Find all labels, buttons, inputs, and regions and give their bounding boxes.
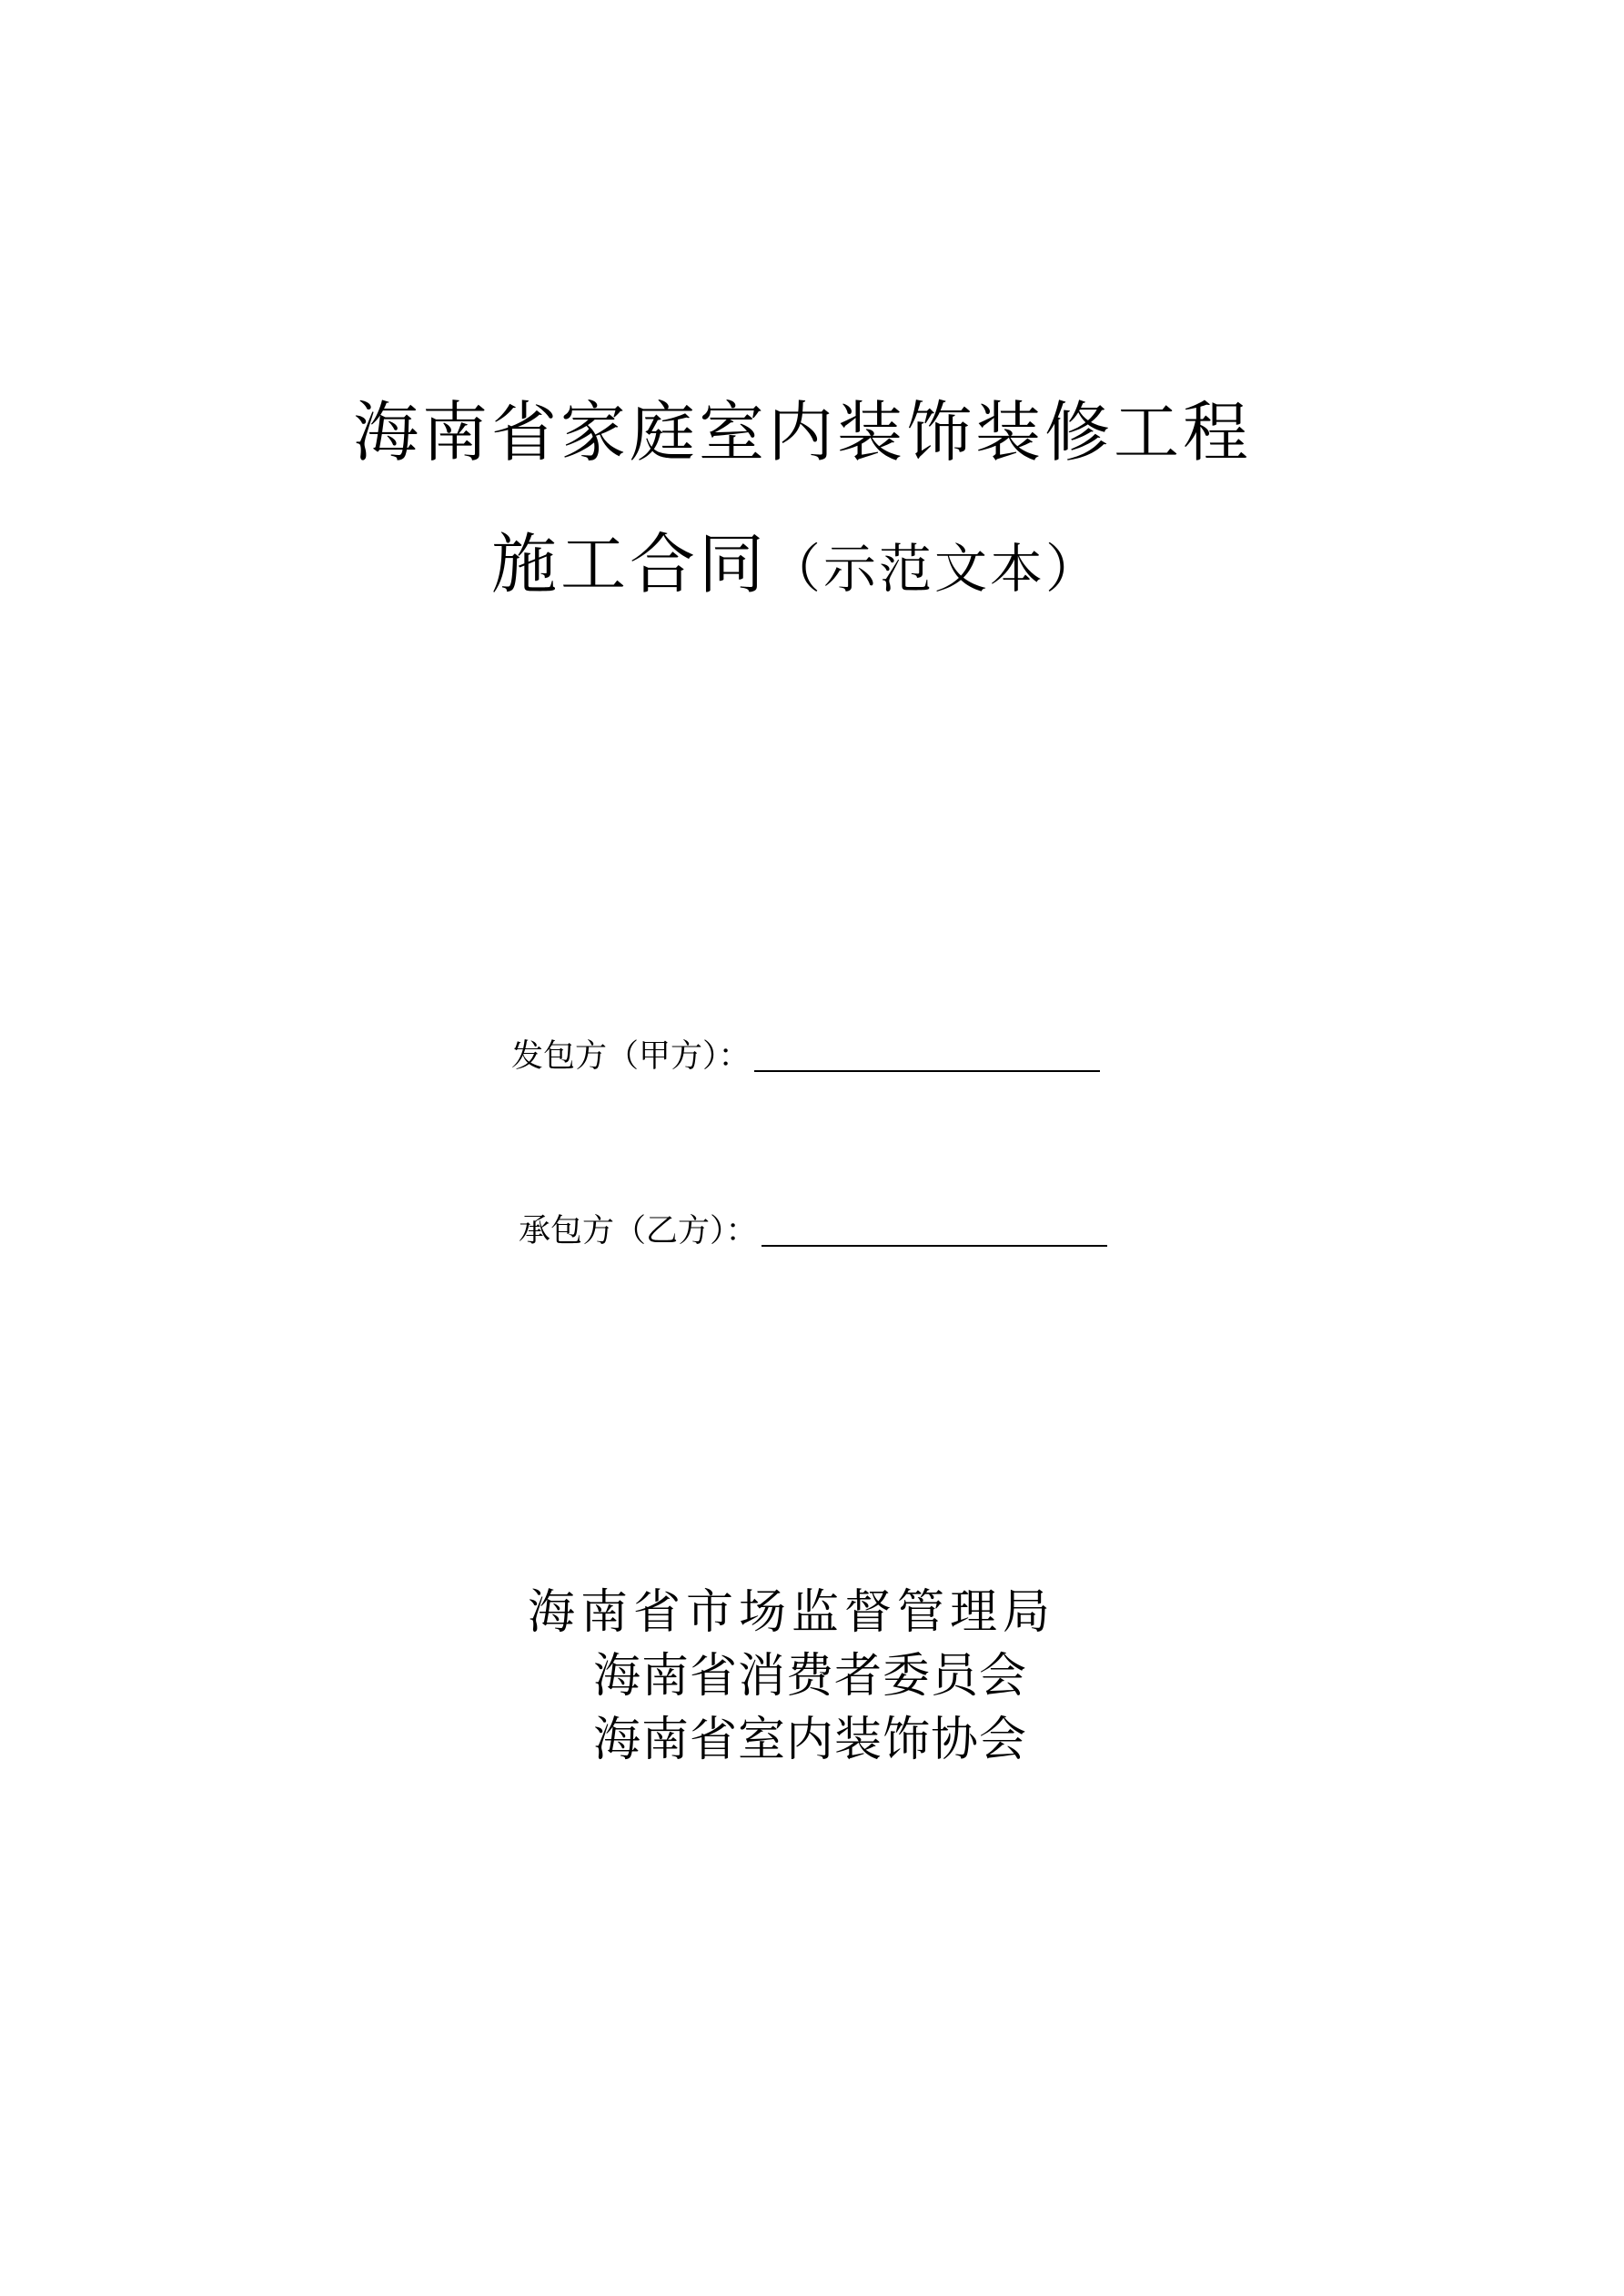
party-b-row bbox=[519, 1209, 1107, 1254]
party-a-label: 发包方（甲方）： bbox=[511, 1038, 751, 1075]
document-title-main: 施工合同 bbox=[491, 526, 769, 602]
party-a-blank bbox=[754, 1070, 1100, 1072]
document-title-edition: （示范文本） bbox=[768, 538, 1102, 600]
issuer-decoration-association: 海南省室内装饰协会 bbox=[593, 1713, 1028, 1767]
party-b-label: 承包方（乙方）： bbox=[519, 1213, 758, 1249]
party-b-blank bbox=[762, 1245, 1107, 1247]
issuer-market-regulation: 海南省市场监督管理局 bbox=[528, 1585, 1056, 1640]
issuer-consumer-council: 海南省消费者委员会 bbox=[593, 1649, 1028, 1704]
party-a-row bbox=[511, 1034, 1100, 1079]
document-title-line-2 bbox=[491, 519, 1101, 628]
document-title-line-1: 海南省家庭室内装饰装修工程 bbox=[353, 394, 1253, 470]
